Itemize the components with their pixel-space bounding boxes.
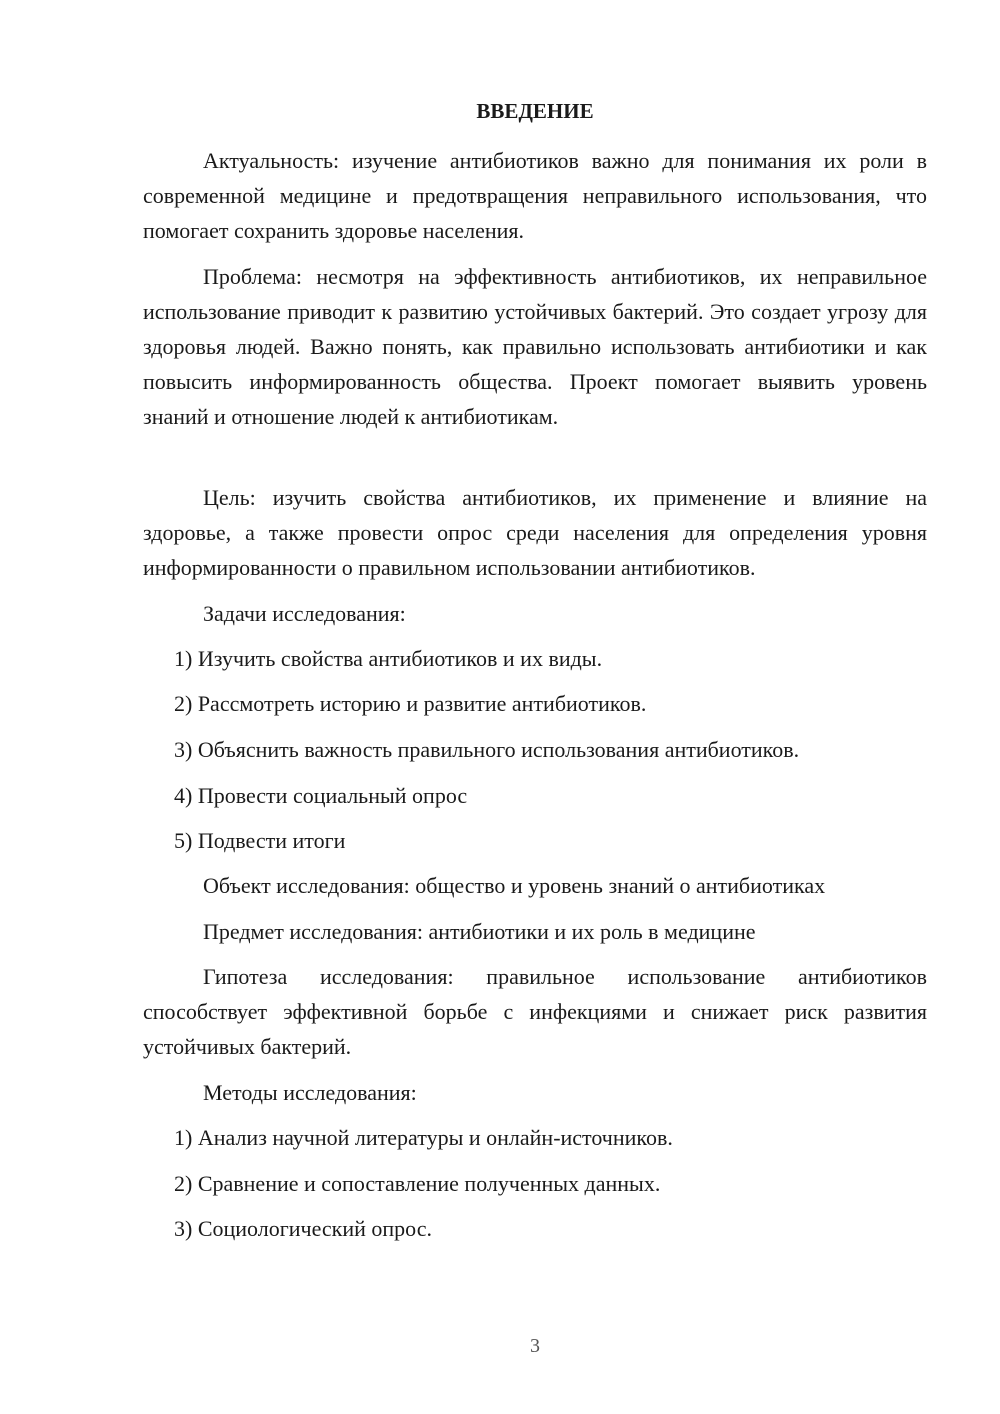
paragraph-problem: Проблема: несмотря на эффективность антибиотиков, их неправильное использование приводит к развитию устойчивых бактерий. Это создает угрозу для здоровья людей. Важно понять, как правильно использовать антибиотики и как повысить информированность общества. Проект помогает выявить уровень знаний и отношение людей к антибиотикам. — [143, 264, 927, 429]
task-item: 5) Подвести итоги — [174, 828, 346, 853]
paragraph-relevance: Актуальность: изучение антибиотиков важно для понимания их роли в современной медицине и предотвращения неправильного использования, что помогает сохранить здоровье населения. — [143, 148, 927, 243]
research-object: Объект исследования: общество и уровень знаний о антибиотиках — [203, 873, 826, 898]
paragraph-goal: Цель: изучить свойства антибиотиков, их применение и влияние на здоровье, а также провести опрос среди населения для определения уровня информированности о правильном использовании антибиотиков. — [143, 485, 927, 580]
method-item: 2) Сравнение и сопоставление полученных данных. — [174, 1171, 661, 1196]
task-item: 2) Рассмотреть историю и развитие антибиотиков. — [174, 691, 647, 716]
tasks-heading: Задачи исследования: — [203, 601, 406, 626]
task-item: 3) Объяснить важность правильного использования антибиотиков. — [174, 737, 800, 762]
task-item: 1) Изучить свойства антибиотиков и их виды. — [174, 646, 603, 671]
paragraph-hypothesis: Гипотеза исследования: правильное использование антибиотиков способствует эффективной борьбе с инфекциями и снижает риск развития устойчивых бактерий. — [143, 964, 927, 1059]
research-subject: Предмет исследования: антибиотики и их роль в медицине — [203, 919, 756, 944]
page-number: 3 — [530, 1335, 540, 1357]
method-item: 1) Анализ научной литературы и онлайн-источников. — [174, 1125, 673, 1150]
methods-heading: Методы исследования: — [203, 1080, 417, 1105]
method-item: 3) Социологический опрос. — [174, 1216, 432, 1241]
task-item: 4) Провести социальный опрос — [174, 783, 468, 808]
section-title: ВВЕДЕНИЕ — [476, 99, 594, 123]
